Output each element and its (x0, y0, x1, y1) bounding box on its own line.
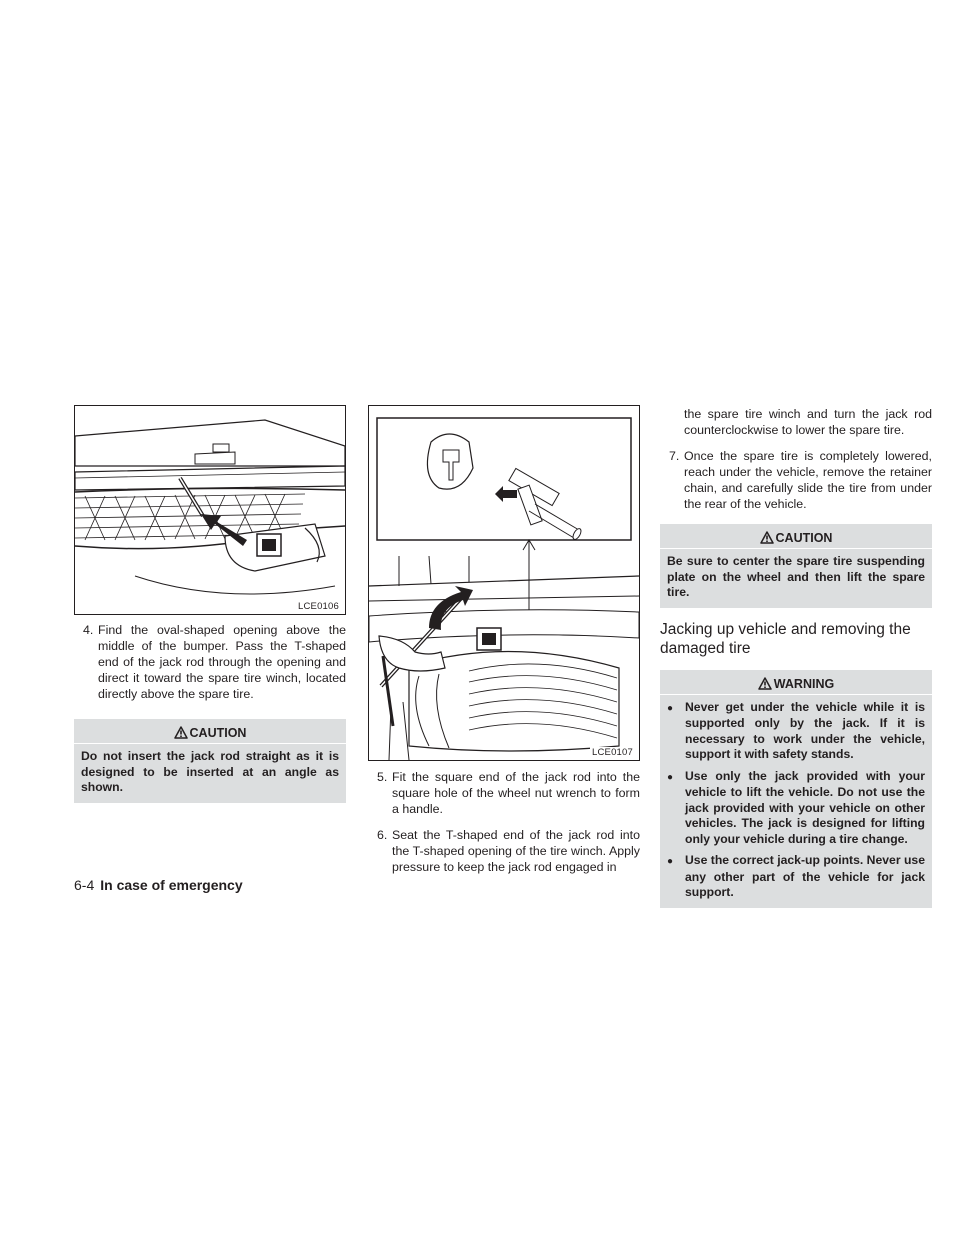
step-6 (368, 827, 640, 875)
figure-id: LCE0106 (297, 601, 339, 612)
caution-triangle-icon (760, 531, 774, 544)
caution-heading (74, 723, 346, 744)
caution-heading (660, 528, 932, 549)
step-7 (660, 448, 932, 512)
warning-item (667, 769, 925, 848)
caution-triangle-icon (174, 726, 188, 739)
caution-box-2 (660, 524, 932, 608)
figure-lce0107 (368, 405, 640, 761)
caution-title: CAUTION (189, 726, 247, 740)
page-footer (74, 877, 243, 893)
page-number: 6-4 (74, 877, 95, 893)
warning-item (667, 853, 925, 901)
warning-title: WARNING (773, 676, 835, 691)
bullet-icon: ● (667, 702, 674, 714)
warning-list (667, 700, 925, 901)
warning-text: Use only the jack provided with your vehicle to lift the vehicle. Do not use the jack provided with your vehicle on other vehicles. The jack is designed for lifting only your vehicle during a tire change. (685, 768, 925, 846)
step-6-continued (660, 406, 932, 438)
step-4 (74, 622, 346, 702)
bullet-icon: ● (667, 856, 674, 867)
step-number: 7. (669, 449, 680, 463)
bullet-icon: ● (667, 771, 674, 783)
warning-box (660, 670, 932, 908)
step-text: Seat the T-shaped end of the jack rod into the T-shaped opening of the tire winch. Apply pressure to keep the jack rod engaged in (392, 828, 640, 874)
step-number: 6. (377, 828, 388, 842)
caution-text: Be sure to center the spare tire suspending plate on the wheel and then lift the spare tire. (667, 554, 925, 599)
step-number: 4. (83, 623, 94, 637)
figure-id: LCE0107 (591, 747, 633, 758)
chapter-title: In case of emergency (100, 877, 243, 893)
caution-text: Do not insert the jack rod straight as it is designed to be inserted at an angle as shown. (81, 749, 339, 794)
bumper-illustration (75, 406, 345, 614)
caution-title: CAUTION (775, 531, 833, 545)
figure-lce0106 (74, 405, 346, 615)
column-right (660, 406, 932, 908)
warning-heading (660, 674, 932, 695)
column-middle (368, 405, 640, 875)
warning-item (667, 700, 925, 763)
step-number: 5. (377, 770, 388, 784)
step-text: Fit the square end of the jack rod into the square hole of the wheel nut wrench to form a handle. (392, 770, 640, 816)
step-5 (368, 769, 640, 817)
column-left (74, 405, 346, 803)
section-heading: Jacking up vehicle and removing the damaged tire (660, 620, 911, 657)
winch-illustration (369, 406, 639, 760)
warning-triangle-icon (758, 677, 772, 690)
step-text: Find the oval-shaped opening above the middle of the bumper. Pass the T-shaped end of the jack rod through the opening and direct it toward the spare tire winch, located directly above the spare tire. (98, 623, 346, 701)
step-text: the spare tire winch and turn the jack rod counterclockwise to lower the spare tire. (684, 407, 932, 437)
caution-box (74, 719, 346, 803)
warning-text: Use the correct jack-up points. Never use any other part of the vehicle for jack support. (685, 853, 925, 899)
warning-text: Never get under the vehicle while it is supported only by the jack. If it is necessary to work under the vehicle, support it with safety stands. (685, 699, 925, 761)
step-text: Once the spare tire is completely lowered, reach under the vehicle, remove the retainer chain, and carefully slide the tire from under the rear of the vehicle. (684, 449, 932, 511)
